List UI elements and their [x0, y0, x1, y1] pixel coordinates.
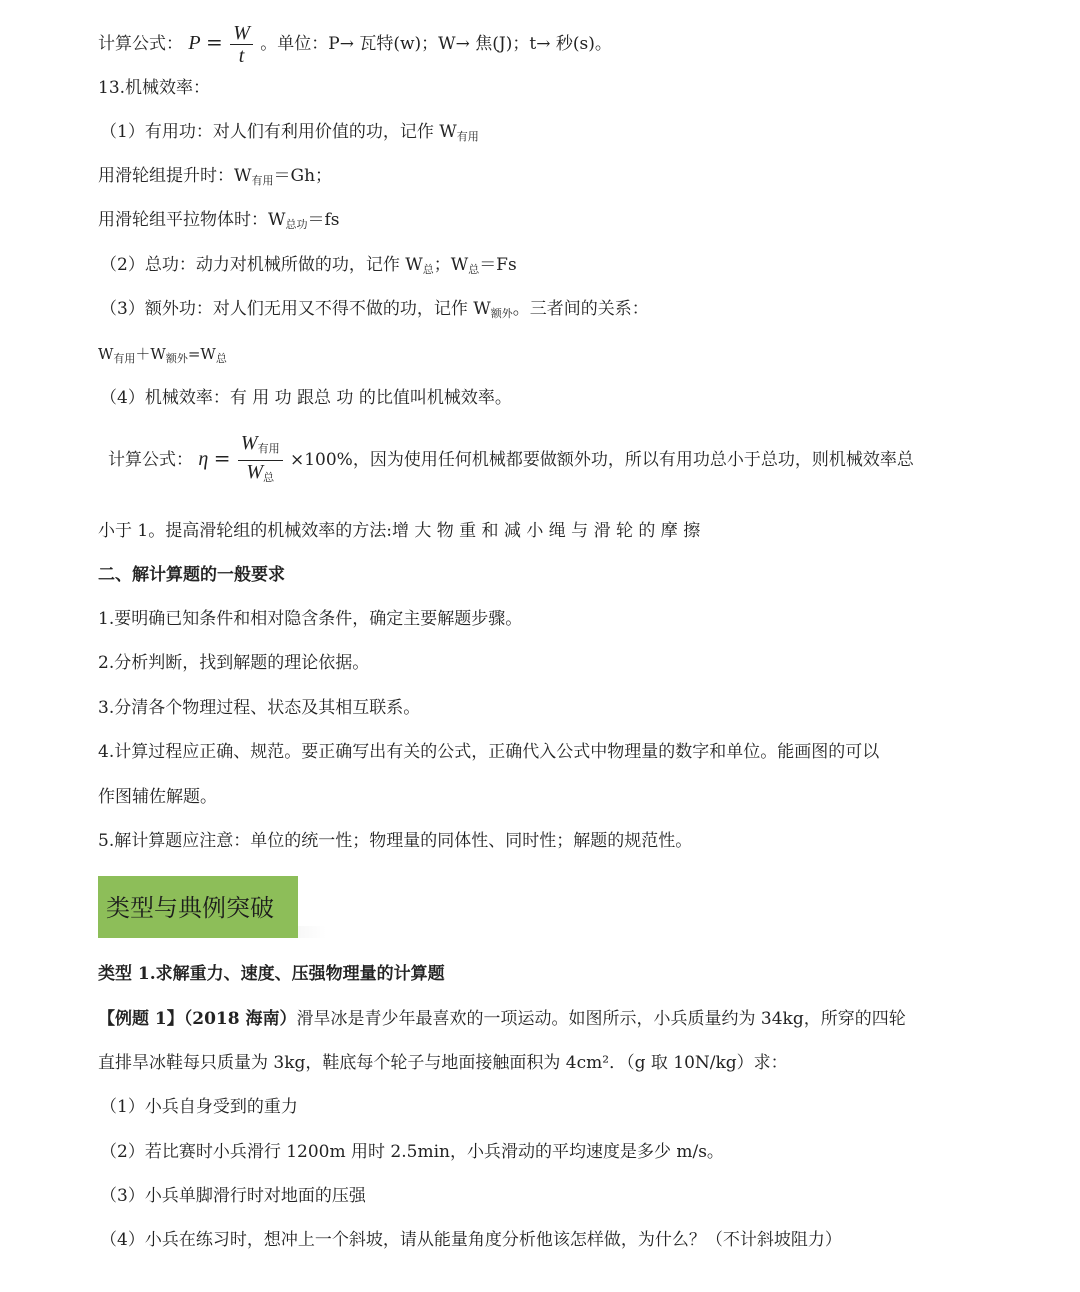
subscript: 总: [422, 263, 434, 276]
text: W: [246, 461, 264, 483]
requirement-5: 5.解计算题应注意：单位的统一性；物理量的同体性、同时性；解题的规范性。: [98, 831, 693, 851]
pulley-lift-formula: [98, 164, 332, 193]
question-4: （4）小兵在练习时，想冲上一个斜坡，请从能量角度分析他该怎样做，为什么？（不计斜坡阻力）: [100, 1230, 842, 1250]
fraction-denominator: t: [238, 45, 245, 67]
work-relation-formula: [98, 342, 227, 371]
text: 用滑轮组提升时：W: [98, 166, 252, 186]
text: （1）有用功：对人们有利用价值的功，记作 W: [100, 122, 457, 142]
question-2: （2）若比赛时小兵滑行 1200m 用时 2.5min，小兵滑动的平均速度是多少 m/s。: [100, 1142, 724, 1162]
requirement-2: 2.分析判断，找到解题的理论依据。: [98, 653, 370, 673]
requirement-4: 4.计算过程应正确、规范。要正确写出有关的公式，正确代入公式中物理量的数字和单位。能画图的可以: [98, 742, 880, 762]
extra-work-definition: [100, 297, 649, 326]
efficiency-improvement-text: 小于 1。提高滑轮组的机械效率的方法:增 大 物 重 和 减 小 绳 与 滑 轮 的 摩 擦: [98, 521, 701, 541]
power-formula-line: [98, 22, 612, 67]
subscript: 有用: [113, 352, 136, 365]
equals-sign: =: [213, 446, 231, 470]
text: ＝fs: [307, 210, 340, 230]
example-label: 【例题 1】（2018 海南）: [98, 1009, 297, 1029]
text: 用滑轮组平拉物体时：W: [98, 210, 286, 230]
subscript: 总功: [285, 218, 308, 231]
power-fraction: [230, 22, 253, 67]
text: W: [98, 345, 114, 363]
eta-symbol: η: [198, 448, 209, 470]
pulley-pull-formula: [98, 208, 340, 237]
subscript: 额外: [490, 307, 513, 320]
subscript: 总: [263, 472, 275, 484]
subscript: 有用: [257, 443, 280, 455]
fraction-denominator: [238, 461, 283, 489]
text: （2）总功：动力对机械所做的功，记作 W: [100, 255, 423, 275]
section-13-title: 13.机械效率：: [98, 78, 211, 98]
banner-title: 类型与典例突破: [106, 894, 274, 922]
formula-label: 计算公式：: [108, 450, 193, 470]
section-heading-requirements: 二、解计算题的一般要求: [98, 565, 285, 585]
example-1-continued: 直排旱冰鞋每只质量为 3kg，鞋底每个轮子与地面接触面积为 4cm²．（g 取 10N/kg）求：: [98, 1053, 788, 1073]
question-3: （3）小兵单脚滑行时对地面的压强: [100, 1186, 366, 1206]
total-work-definition: [100, 253, 517, 282]
fraction-numerator: [238, 432, 283, 461]
efficiency-definition: （4）机械效率：有 用 功 跟总 功 的比值叫机械效率。: [100, 388, 512, 408]
text: =W: [187, 345, 216, 363]
efficiency-fraction: [238, 432, 283, 489]
requirement-1: 1.要明确已知条件和相对隐含条件，确定主要解题步骤。: [98, 609, 523, 629]
text: W: [240, 432, 258, 454]
text: ＋W: [135, 345, 166, 363]
useful-work-definition: [100, 120, 479, 149]
subscript: 总: [215, 352, 227, 365]
subscript: 有用: [251, 174, 274, 187]
text: ×100%，因为使用任何机械都要做额外功，所以有用功总小于总功，则机械效率总: [289, 450, 914, 470]
question-1: （1）小兵自身受到的重力: [100, 1097, 298, 1117]
requirement-3: 3.分清各个物理过程、状态及其相互联系。: [98, 698, 421, 718]
text: 。三者间的关系：: [512, 299, 649, 319]
text: ＝Gh；: [273, 166, 333, 186]
subscript: 有用: [456, 130, 479, 143]
text: ；W: [433, 255, 469, 275]
efficiency-formula-line: [108, 432, 914, 489]
unit-description: 。单位：P→ 瓦特(w)；W→ 焦(J)；t→ 秒(s)。: [260, 34, 612, 54]
type-1-heading: 类型 1.求解重力、速度、压强物理量的计算题: [98, 964, 445, 984]
text: 滑旱冰是青少年最喜欢的一项运动。如图所示，小兵质量约为 34kg，所穿的四轮: [296, 1009, 906, 1029]
text: （3）额外功：对人们无用又不得不做的功，记作 W: [100, 299, 491, 319]
power-symbol: P: [188, 32, 201, 54]
example-1-intro: [98, 1007, 906, 1031]
equals-sign: =: [206, 30, 223, 54]
fraction-numerator: W: [230, 22, 253, 45]
subscript: 额外: [165, 352, 188, 365]
subscript: 总: [468, 263, 480, 276]
requirement-4-continued: 作图辅佐解题。: [98, 787, 217, 807]
formula-label: 计算公式：: [98, 34, 183, 54]
text: ＝Fs: [479, 255, 517, 275]
